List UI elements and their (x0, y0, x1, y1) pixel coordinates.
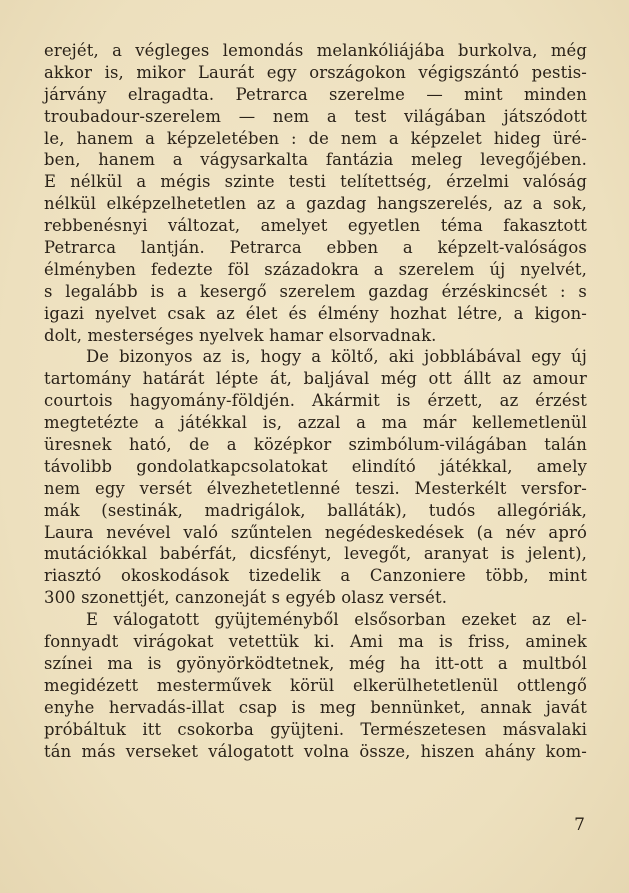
text-line: De bizonyos az is, hogy a költő, aki jobblábával egy új (86, 347, 587, 367)
text-line: erejét, a végleges lemondás melankóliájába burkolva, még (44, 41, 587, 60)
text-line: fonnyadt virágokat vetettük ki. Ami ma is friss, aminek (44, 632, 587, 652)
text-line: E nélkül a mégis szinte testi telítettség, érzelmi valóság (44, 172, 587, 192)
text-line: ben, hanem a vágysarkalta fantázia meleg levegőjében. (44, 150, 587, 170)
text-line: próbáltuk itt csokorba gyüjteni. Természetesen másvalaki (44, 719, 587, 739)
text-line: igazi nyelvet csak az élet és élmény hozhat létre, a kigon- (44, 303, 587, 323)
text-line: E válogatott gyüjteményből elsősorban ezeket az el- (86, 610, 587, 630)
text-line: dolt, mesterséges nyelvek hamar elsorvadnak. (44, 325, 437, 345)
text-line: tán más verseket válogatott volna össze, hiszen ahány kom- (44, 741, 587, 761)
text-line: le, hanem a képzeletében : de nem a képzelet hideg üré- (44, 128, 587, 148)
text-line: 300 szonettjét, canzoneját s egyéb olasz versét. (44, 588, 448, 608)
text-line: megtetézte a játékkal is, azzal a ma már kellemetlenül (44, 413, 587, 433)
text-line: Laura nevével való szűntelen negédeskedések (a név apró (44, 522, 587, 542)
text-line: courtois hagyomány-földjén. Akármit is érzett, az érzést (44, 391, 587, 411)
body-text (44, 40, 587, 762)
text-line: nélkül elképzelhetetlen az a gazdag hangszerelés, az a sok, (44, 194, 587, 214)
text-line: troubadour-szerelem — nem a test világában játszódott (44, 106, 587, 126)
text-line: s legalább is a kesergő szerelem gazdag érzéskincsét : s (44, 281, 587, 301)
text-line: Petrarca lantján. Petrarca ebben a képzelt-valóságos (44, 238, 587, 258)
text-line: élményben fedezte föl századokra a szerelem új nyelvét, (44, 259, 587, 279)
text-line: nem egy versét élvezhetetlenné teszi. Mesterkélt versfor- (44, 478, 587, 498)
page-number: 7 (574, 815, 585, 835)
text-line: távolibb gondolatkapcsolatokat elindító játékkal, amely (44, 456, 587, 476)
text-line: üresnek ható, de a középkor szimbólum-világában talán (44, 435, 587, 455)
text-line: mutációkkal babérfát, dicsfényt, levegőt, aranyat is jelent), (44, 544, 587, 564)
text-line: enyhe hervadás-illat csap is meg bennünket, annak javát (44, 697, 587, 717)
text-line: mák (sestinák, madrigálok, balláták), tudós allegóriák, (44, 500, 587, 520)
text-line: színei ma is gyönyörködtetnek, még ha itt-ott a multból (44, 653, 587, 673)
text-line: járvány elragadta. Petrarca szerelme — mint minden (44, 84, 587, 104)
text-line: megidézett mesterművek körül elkerülhetetlenül ottlengő (44, 675, 587, 695)
text-line: rebbenésnyi változat, amelyet egyetlen téma fakasztott (44, 216, 587, 236)
text-line: akkor is, mikor Laurát egy országokon végigszántó pestis- (44, 62, 587, 82)
text-line: riasztó okoskodások tizedelik a Canzoniere több, mint (44, 566, 587, 586)
text-line: tartomány határát lépte át, baljával még ott állt az amour (44, 369, 587, 389)
